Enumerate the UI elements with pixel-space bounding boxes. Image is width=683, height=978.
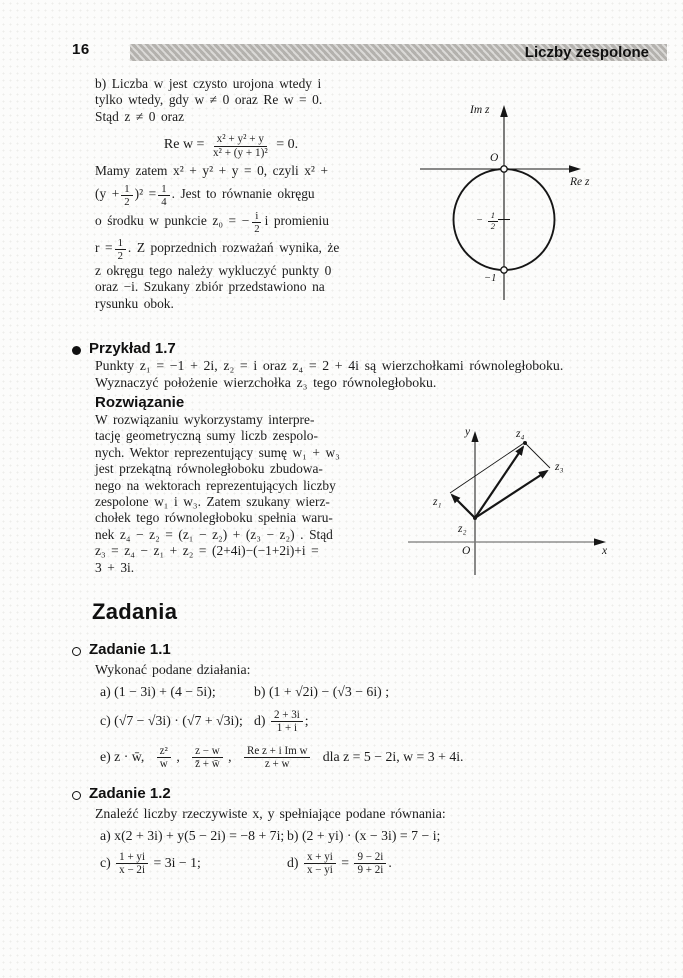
zadanie-1-1-intro: Wykonać podane działania:: [95, 662, 251, 677]
text-line: Stąd z ≠ 0 oraz: [95, 108, 185, 124]
task-item-a: a) x(2 + 3i) + y(5 − 2i) = −8 + 7i;: [100, 828, 285, 843]
solution-paragraph: [95, 412, 395, 576]
formula-re-w: Re w = $\frac{\text{x² + y² + y}}{\text{x² + (y + 1)²}}$ = 0.: [163, 133, 299, 159]
minus-one-label: −1: [484, 273, 497, 284]
text-line: r = $\frac{1}{2}$ . Z poprzednich rozważań wynika, że: [95, 236, 340, 262]
z4-label: z₄: [516, 428, 525, 440]
zadania-heading: Zadania: [92, 599, 178, 624]
circle-plot: [420, 100, 645, 305]
task-item-c: c) $\frac{1 + yi}{x - 2i}$ = 3i − 1;: [100, 851, 201, 877]
chapter-title: Liczby zespolone: [524, 44, 649, 61]
text-line: nego na wektorach reprezentujących liczby: [95, 477, 336, 493]
z2-label: z₂: [458, 523, 467, 535]
task-item-b: b) (1 + √2i) − (√3 − 6i) ;: [254, 684, 390, 699]
text-line: nek z₄ − z₂ = (z₁ − z₂) + (z₃ − z₂) . Stąd: [95, 526, 333, 542]
text-line: (y + $\frac{1}{2}$ )² = $\frac{1}{4}$ . Jest to równanie okręgu: [95, 182, 315, 208]
open-bullet-icon: [72, 791, 81, 800]
text-line: z okręgu tego należy wykluczyć punkty 0: [95, 262, 332, 278]
y-axis-label: y: [465, 426, 471, 438]
task-item-d: d) $\frac{2 + 3i}{1 + i}$ ;: [254, 709, 309, 735]
bullet-icon: [72, 346, 81, 355]
text-line: o środku w punkcie z₀ = − $\frac{i}{2}$ i promieniu: [95, 209, 329, 235]
przyklad-statement-line: Punkty z₁ = −1 + 2i, z₂ = i oraz z₄ = 2 + 4i są wierzchołkami równoległoboku.: [95, 358, 564, 373]
text-line: b) Liczba w jest czysto urojona wtedy i: [95, 76, 322, 91]
text-line: W rozwiązaniu wykorzystamy interpre-: [95, 412, 315, 427]
z3-label: z₃: [555, 461, 564, 473]
task-row: [100, 684, 389, 700]
task-item-b: b) (2 + yi) · (x − 3i) = 7 − i;: [287, 828, 441, 843]
task-item-d: d) $\frac{x + yi}{x - yi}$ = $\frac{9 - 2i}{9 + 2i}$ .: [287, 851, 392, 877]
page-number: 16: [72, 41, 90, 58]
task-item-a: a) (1 − 3i) + (4 − 5i);: [100, 684, 216, 699]
figure-parallelogram-diagram: [405, 428, 635, 578]
text-line: oraz −i. Szukany zbiór przedstawiono na: [95, 279, 325, 295]
im-axis-label: Im z: [470, 104, 490, 116]
center-tick-label: − $\frac{1}{2}$: [476, 210, 500, 230]
header-band: [130, 44, 667, 61]
task-row: [100, 708, 309, 734]
text-line: tację geometryczną sumy liczb zespolo-: [95, 428, 318, 444]
zadanie-1-1-heading: Zadanie 1.1: [89, 641, 171, 658]
przyklad-statement-line: Wyznaczyć położenie wierzchołka z₃ tego równoległoboku.: [95, 375, 437, 390]
text-line: z₃ = z₄ − z₁ + z₂ = (2+4i)−(−1+2i)+i =: [95, 543, 319, 559]
open-bullet-icon: [72, 647, 81, 656]
task-item-c: c) (√7 − √3i) · (√7 + √3i);: [100, 712, 243, 728]
text-line: jest przekątną równoległoboku zbudowa-: [95, 461, 323, 477]
task-row: [100, 828, 440, 844]
text-line: 3 + 3i.: [95, 559, 135, 575]
solution-heading: Rozwiązanie: [95, 394, 185, 411]
text-line: tylko wtedy, gdy w ≠ 0 oraz Re w = 0.: [95, 92, 323, 108]
re-axis-label: Re z: [570, 176, 590, 188]
text-line: chołek tego równoległoboku spełnia waru-: [95, 510, 333, 526]
task-row: [100, 850, 392, 876]
task-item-e: e) z · w̄, $\frac{\text{z²}}{w}$ , $\frac{z - w}{z̄ + w̄}$ , $\frac{\text{Re z + i Im w}}{z + w}$ dla z = 5 − 2i, w = 3 + 4i.: [100, 745, 464, 771]
text-line: rysunku obok.: [95, 295, 174, 311]
text-line: nych. Wektor reprezentujący sumę w₁ + w₃: [95, 444, 340, 460]
origin-label: O: [462, 545, 471, 557]
przyklad-heading: Przykład 1.7: [89, 340, 176, 357]
x-axis-label: x: [602, 545, 608, 557]
z1-label: z₁: [433, 496, 442, 508]
section-b-paragraph: [95, 76, 385, 312]
text-line: Mamy zatem x² + y² + y = 0, czyli x² +: [95, 163, 329, 179]
origin-label: O: [490, 152, 499, 164]
figure-circle-diagram: [420, 100, 645, 305]
text-line: zespolone w₁ i w₃. Zatem szukany wierz-: [95, 494, 330, 510]
zadanie-1-2-intro: Znaleźć liczby rzeczywiste x, y spełniające podane równania:: [95, 806, 446, 821]
zadanie-1-2-heading: Zadanie 1.2: [89, 785, 171, 802]
